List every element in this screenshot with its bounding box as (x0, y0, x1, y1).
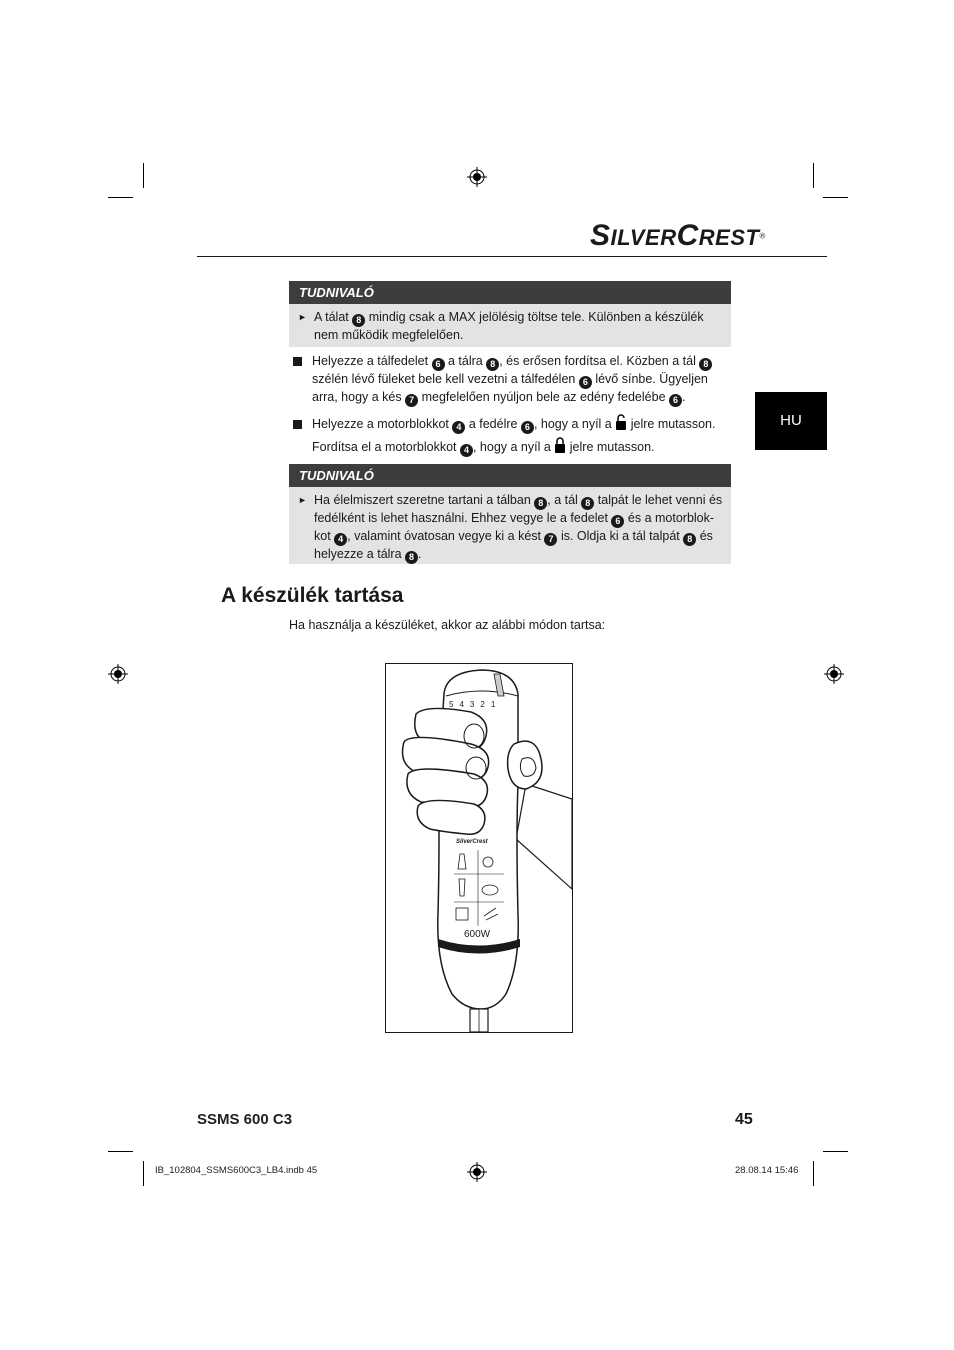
ref-number: 6 (432, 358, 445, 371)
registration-mark-icon (108, 664, 128, 684)
arrow-icon: ► (298, 495, 307, 505)
page-number: 45 (735, 1111, 753, 1128)
ref-number: 4 (452, 421, 465, 434)
model-name: SSMS 600 C3 (197, 1111, 293, 1128)
crop-mark (823, 1151, 848, 1152)
ref-number: 6 (669, 394, 682, 407)
note-title: TUDNIVALÓ (289, 281, 731, 304)
crop-mark (813, 163, 814, 188)
section-intro: Ha használja a készüléket, akkor az alábbi módon tartsa: (289, 618, 606, 632)
ref-number: 8 (699, 358, 712, 371)
crop-mark (143, 163, 144, 188)
crop-mark (813, 1161, 814, 1186)
ref-number: 8 (581, 497, 594, 510)
speed-scale: 54321 (449, 700, 502, 709)
ref-number: 8 (486, 358, 499, 371)
crop-mark (823, 197, 848, 198)
arrow-icon: ► (298, 312, 307, 322)
ref-number: 4 (460, 444, 473, 457)
bullet-square-icon (293, 357, 302, 366)
note-body: ► A tálat 8 mindig csak a MAX jelölésig töltse tele. Különben a készülék nem működik megfelelően. (298, 310, 704, 342)
ref-number: 4 (334, 533, 347, 546)
crop-mark (108, 1151, 133, 1152)
ref-number: 7 (405, 394, 418, 407)
unlocked-padlock-icon (615, 413, 627, 431)
ref-number: 7 (544, 533, 557, 546)
registration-mark-icon (824, 664, 844, 684)
wattage-label: 600W (464, 929, 491, 940)
ref-number: 6 (579, 376, 592, 389)
note-body: ► Ha élelmiszert szeretne tartani a tálban 8 , a tál 8 talpát le lehet venni és fedélként is lehet használni. Ehhez vegye le a fedelet 6 és a motorblokkot 4 , valamint óvatosan vegye ki a kést 7 is. Oldja ki a tál talpát 8 és helyezze a tálra 8 . (298, 493, 723, 562)
brand-logo: SILVERCREST® (590, 219, 766, 252)
header-rule (197, 256, 827, 257)
ref-number: 6 (611, 515, 624, 528)
ref-number: 8 (534, 497, 547, 510)
locked-padlock-icon (554, 436, 566, 454)
section-title: A készülék tartása (221, 584, 404, 607)
crop-mark (108, 197, 133, 198)
registration-mark-icon (467, 167, 487, 187)
hand-blender-drawing (386, 664, 572, 1032)
bullet-square-icon (293, 420, 302, 429)
ref-number: 8 (405, 551, 418, 564)
ref-number: 8 (352, 314, 365, 327)
note-box (289, 464, 731, 564)
ref-number: 8 (683, 533, 696, 546)
registration-mark-icon (467, 1162, 487, 1182)
instruction-item: Helyezze a tálfedelet 6 a tálra 8 , és erősen fordítsa el. Közben a tál 8 szélén lévő füleket bele kell vezetni a tálfedélen 6 lévő sínbe. Ügyeljen arra, hogy a kés 7 megfelelően nyúljon bele az edény fedelébe 6 . (293, 353, 723, 407)
note-box (289, 281, 731, 347)
crop-mark (143, 1161, 144, 1186)
instruction-item: Helyezze a motorblokkot 4 a fedélre 6 , hogy a nyíl a jelre mutasson. Fordítsa el a motorblokkot 4 , hogy a nyíl a jelre mutasson. (293, 416, 733, 459)
ref-number: 6 (521, 421, 534, 434)
blender-logo: SilverCrest (456, 839, 488, 845)
language-tab: HU (755, 392, 827, 450)
print-date: 28.08.14 15:46 (735, 1165, 799, 1176)
file-slug: IB_102804_SSMS600C3_LB4.indb 45 (155, 1165, 318, 1176)
note-title: TUDNIVALÓ (289, 464, 731, 487)
blender-hold-illustration (385, 663, 573, 1033)
